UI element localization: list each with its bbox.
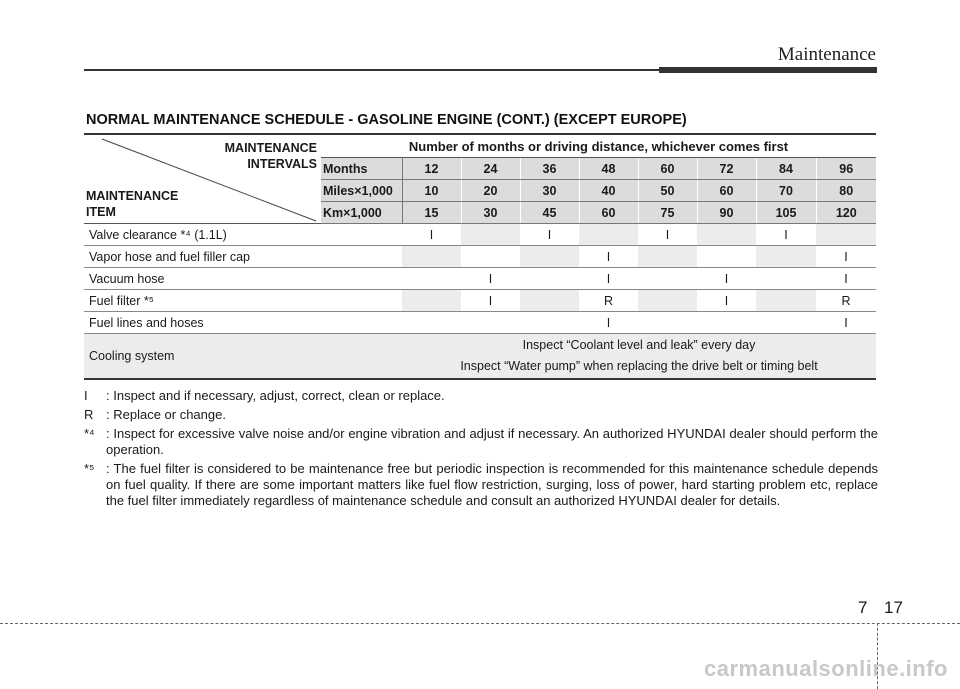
interval-value: 48 — [579, 158, 638, 180]
interval-value: 12 — [402, 158, 461, 180]
cooling-line-2: Inspect “Water pump” when replacing the drive belt or timing belt — [460, 359, 818, 373]
page-number: 17 — [884, 598, 903, 617]
table-cell — [756, 268, 816, 290]
table-cell — [402, 246, 461, 268]
item-name: Vacuum hose — [84, 268, 402, 290]
note-key: R — [84, 407, 94, 422]
table-cell — [520, 290, 579, 312]
watermark: carmanualsonline.info — [704, 656, 948, 681]
table-cell: I — [816, 268, 876, 290]
table-cell — [520, 312, 579, 334]
note-key: I — [84, 388, 88, 403]
interval-value: 84 — [756, 158, 816, 180]
table-cell: I — [756, 224, 816, 246]
table-cell — [756, 290, 816, 312]
interval-span-header: Number of months or driving distance, whichever comes first — [321, 134, 876, 158]
item-name: Fuel lines and hoses — [84, 312, 402, 334]
table-cell: I — [697, 290, 756, 312]
item-name: Cooling system — [84, 334, 402, 380]
header-rule-thick — [659, 67, 877, 73]
interval-value: 30 — [520, 180, 579, 202]
interval-label: Km×1,000 — [321, 202, 402, 224]
interval-value: 45 — [520, 202, 579, 224]
item-name: Valve clearance *⁴ (1.1L) — [84, 224, 402, 246]
note-text: : Replace or change. — [106, 407, 226, 422]
footer-rule — [0, 623, 960, 624]
table-cell — [697, 246, 756, 268]
table-row-cooling — [84, 334, 876, 380]
note-text: : Inspect and if necessary, adjust, correct, clean or replace. — [106, 388, 445, 403]
interval-value: 24 — [461, 158, 520, 180]
table-cell: I — [520, 224, 579, 246]
table-cell — [638, 268, 697, 290]
table-cell — [402, 312, 461, 334]
table-cell — [579, 224, 638, 246]
table-cell — [461, 246, 520, 268]
table-cell: I — [579, 312, 638, 334]
table-cell — [461, 312, 520, 334]
interval-value: 90 — [697, 202, 756, 224]
interval-label: Miles×1,000 — [321, 180, 402, 202]
table-cell: I — [816, 246, 876, 268]
note-item — [84, 461, 878, 509]
table-cell — [402, 290, 461, 312]
note-text: : The fuel filter is considered to be maintenance free but periodic inspection is recommended for this maintenance schedule depends on fuel quality. If there are some important matters like fuel flow restriction, surging, loss of power, hard starting problem etc, replace the fuel filter immediately regardless of maintenance schedule and consult an authorized HYUNDAI dealer for details. — [106, 461, 878, 508]
header-title: Maintenance — [777, 44, 876, 65]
table-row — [84, 312, 876, 334]
interval-value: 120 — [816, 202, 876, 224]
corner-intervals-text: MAINTENANCE INTERVALS — [224, 141, 317, 171]
interval-value: 80 — [816, 180, 876, 202]
interval-value: 40 — [579, 180, 638, 202]
table-cell: I — [697, 268, 756, 290]
table-row — [84, 246, 876, 268]
interval-value: 105 — [756, 202, 816, 224]
interval-value: 20 — [461, 180, 520, 202]
interval-value: 60 — [638, 158, 697, 180]
legend-notes — [84, 388, 878, 512]
item-name: Fuel filter *⁵ — [84, 290, 402, 312]
item-name: Vapor hose and fuel filler cap — [84, 246, 402, 268]
section-title: NORMAL MAINTENANCE SCHEDULE - GASOLINE ENGINE (CONT.) (EXCEPT EUROPE) — [86, 112, 687, 128]
table-cell: I — [638, 224, 697, 246]
table-cell: I — [579, 246, 638, 268]
cooling-inspection — [402, 334, 876, 380]
interval-value: 30 — [461, 202, 520, 224]
table-cell — [816, 224, 876, 246]
table-cell — [638, 312, 697, 334]
table-cell: I — [402, 224, 461, 246]
corner-intervals-label — [225, 140, 317, 172]
interval-value: 15 — [402, 202, 461, 224]
note-text: : Inspect for excessive valve noise and/or engine vibration and adjust if necessary. An authorized HYUNDAI dealer should perform the operation. — [106, 426, 878, 457]
table-cell — [697, 312, 756, 334]
table-row — [84, 290, 876, 312]
chapter-number: 7 — [858, 598, 868, 617]
table-cell: I — [816, 312, 876, 334]
cooling-line-1: Inspect “Coolant level and leak” every day — [522, 338, 756, 352]
maintenance-schedule-table — [84, 133, 876, 380]
table-cell — [638, 290, 697, 312]
note-item — [84, 388, 878, 404]
interval-label: Months — [321, 158, 402, 180]
table-cell: I — [461, 290, 520, 312]
interval-value: 75 — [638, 202, 697, 224]
interval-value: 10 — [402, 180, 461, 202]
table-row — [84, 268, 876, 290]
interval-value: 96 — [816, 158, 876, 180]
table-cell: I — [461, 268, 520, 290]
corner-item-text: MAINTENANCE ITEM — [86, 189, 179, 219]
interval-value: 72 — [697, 158, 756, 180]
table-cell: R — [579, 290, 638, 312]
note-key: *⁵ — [84, 461, 95, 476]
table-cell: R — [816, 290, 876, 312]
note-item — [84, 407, 878, 423]
table-cell — [461, 224, 520, 246]
interval-value: 70 — [756, 180, 816, 202]
note-key: *⁴ — [84, 426, 95, 441]
interval-value: 60 — [697, 180, 756, 202]
table-cell — [756, 312, 816, 334]
table-cell — [638, 246, 697, 268]
header-rule — [84, 69, 659, 71]
table-cell — [520, 246, 579, 268]
table-cell — [756, 246, 816, 268]
interval-value: 60 — [579, 202, 638, 224]
table-row — [84, 224, 876, 246]
table-cell: I — [579, 268, 638, 290]
table-corner-header — [84, 134, 321, 224]
interval-value: 36 — [520, 158, 579, 180]
table-cell — [402, 268, 461, 290]
note-item — [84, 426, 878, 458]
table-cell — [520, 268, 579, 290]
table-cell — [697, 224, 756, 246]
corner-item-label — [86, 188, 178, 220]
interval-value: 50 — [638, 180, 697, 202]
